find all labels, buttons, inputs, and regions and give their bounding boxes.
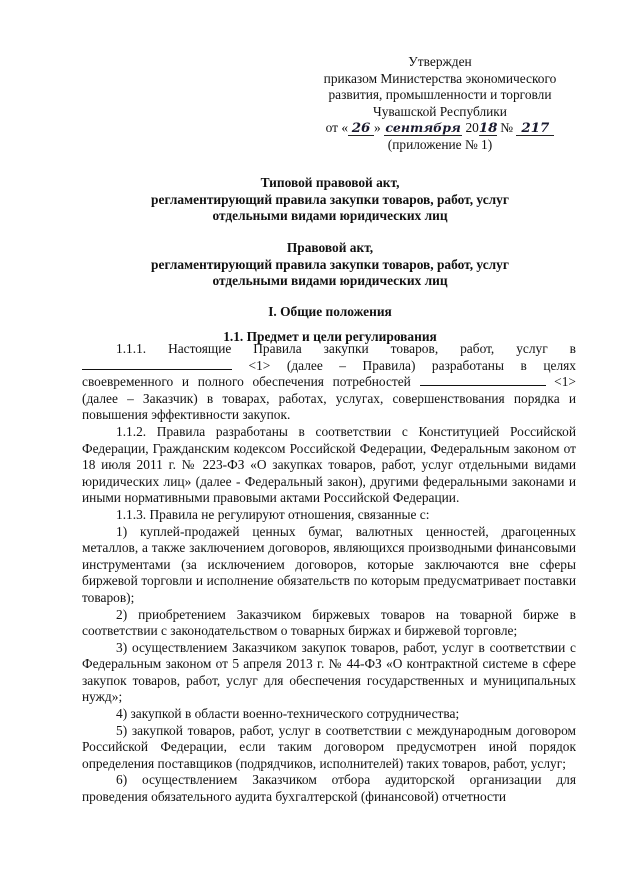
title-act-line-3: отдельными видами юридических лиц [212, 273, 448, 289]
year-prefix: 20 [465, 120, 479, 135]
subsection-title: 1.1. Предмет и цели регулирования [223, 329, 437, 344]
handwritten-number: 217 [516, 121, 554, 136]
title-act-line-2: регламентирующий правила закупки товаров, работ, услуг [151, 256, 509, 272]
list-item-5: 5) закупкой товаров, работ, услуг в соответствии с международным договором Российской Федерации, если таким договором предусмотрен иной порядок определения поставщиков (подрядчиков, исполнителей) таких товаров, работ, услуг; [82, 722, 576, 771]
paragraph-1-1-1-middle: <1> (далее – Правила) разработаны в целях своевременного и полного обеспечения потребностей [82, 357, 576, 390]
paragraph-1-1-1 [82, 341, 576, 424]
list-item-3: 3) осуществлением Заказчиком закупок товаров, работ, услуг в соответствии с Федеральным законом от 5 апреля 2013 г. № 44-ФЗ «О контрактной системе в сфере закупок товаров, работ, услуг для обеспечения государственных и муниципальных нужд»; [82, 639, 576, 705]
paragraph-1-1-2: 1.1.2. Правила разработаны в соответствии с Конституцией Российской Федерации, Гражданским кодексом Российской Федерации, Федеральным законом от 18 июля 2011 г. № 223-ФЗ «О закупках товаров, работ, услуг отдельными видами юридических лиц» (далее - Федеральный закон), другими федеральными законами и иными нормативными правовыми актами Российской Федерации. [82, 423, 576, 506]
approval-ministry-line: развития, промышленности и торговли [328, 87, 552, 102]
handwritten-day: 26 [348, 121, 374, 136]
approval-order-line: приказом Министерства экономического [323, 70, 557, 86]
list-item-6: 6) осуществлением Заказчиком отбора аудиторской организации для проведения обязательного аудита бухгалтерской (финансовой) отчетности [82, 772, 576, 805]
date-mid: » [374, 120, 381, 135]
title-typical-line-1: Типовой правовой акт, [260, 175, 400, 190]
annex-label: (приложение № 1) [387, 136, 493, 152]
number-label: № [500, 120, 513, 135]
date-prefix: от « [325, 120, 349, 135]
blank-customer-field [420, 374, 546, 386]
list-item-4: 4) закупкой в области военно-технического сотрудничества; [116, 706, 460, 722]
section-title: I. Общие положения [268, 304, 392, 319]
approval-stamp [300, 54, 580, 153]
document-body [82, 341, 576, 806]
title-block-act [60, 240, 600, 290]
blank-organization-field [82, 358, 232, 370]
approval-date-line [300, 120, 580, 137]
list-item-2: 2) приобретением Заказчиком биржевых товаров на товарной бирже в соответствии с законодательством о товарных биржах и биржевой торговле; [82, 606, 576, 639]
approval-republic-line: Чувашской Республики [373, 103, 507, 119]
list-item-1: 1) куплей-продажей ценных бумаг, валютных ценностей, драгоценных металлов, а также заключением договоров, являющихся производными финансовыми инструментами (за исключением договоров, которые заключаются вне сферы биржевой торговли и исполнение обязательств по которым предусматривает поставки товаров); [82, 523, 576, 605]
paragraph-1-1-1-end: <1> (далее – Заказчик) в товарах, работах, услугах, совершенствования порядка и повышения эффективности закупок. [82, 374, 576, 423]
handwritten-month: сентября [385, 120, 461, 135]
title-typical-line-3: отдельными видами юридических лиц [212, 208, 448, 224]
title-act-line-1: Правовой акт, [286, 240, 374, 255]
title-block-typical [60, 175, 600, 225]
paragraph-1-1-3: 1.1.3. Правила не регулируют отношения, связанные с: [116, 506, 430, 522]
title-typical-line-2: регламентирующий правила закупки товаров, работ, услуг [151, 191, 509, 207]
approval-title: Утвержден [408, 54, 472, 69]
paragraph-1-1-1-start: 1.1.1. Настоящие Правила закупки товаров, работ, услуг в [116, 341, 576, 356]
handwritten-year: 18 [478, 120, 498, 136]
